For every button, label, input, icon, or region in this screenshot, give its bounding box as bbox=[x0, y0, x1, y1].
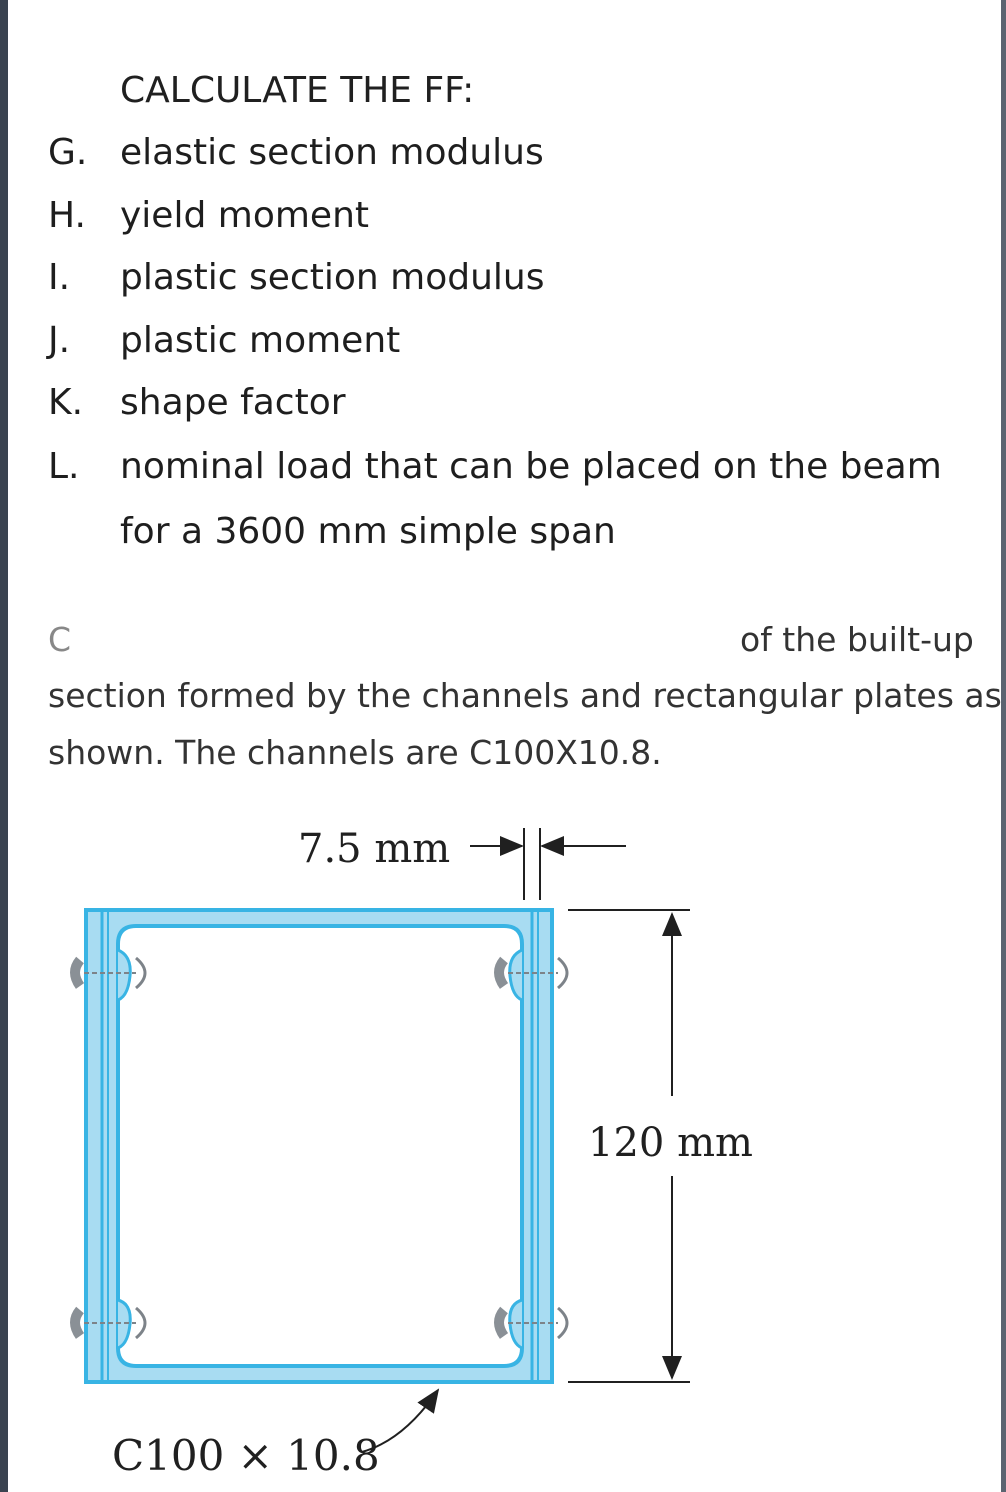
task-item-h bbox=[48, 195, 369, 236]
plate-thickness-label: 7.5 mm bbox=[298, 826, 451, 872]
item-letter: K. bbox=[48, 382, 84, 423]
task-item-l-continuation: for a 3600 mm simple span bbox=[120, 511, 616, 552]
built-up-section-diagram bbox=[8, 800, 1001, 1492]
task-item-g bbox=[48, 132, 544, 173]
problem-text-fragment-left: C bbox=[48, 620, 72, 659]
item-letter: I. bbox=[48, 257, 71, 298]
window-frame-right bbox=[1001, 0, 1006, 1492]
window-frame-left bbox=[0, 0, 8, 1492]
inner-opening bbox=[118, 926, 522, 1366]
instruction-heading: CALCULATE THE FF: bbox=[120, 70, 475, 111]
item-text: nominal load that can be placed on the beam bbox=[120, 446, 942, 487]
item-text: plastic moment bbox=[120, 320, 401, 361]
task-item-k bbox=[48, 382, 346, 423]
item-text: elastic section modulus bbox=[120, 132, 544, 173]
item-text: plastic section modulus bbox=[120, 257, 545, 298]
channel-label: C100 × 10.8 bbox=[112, 1431, 380, 1480]
problem-text-line: section formed by the channels and rectangular plates as bbox=[48, 676, 1002, 715]
item-text: shape factor bbox=[120, 382, 346, 423]
problem-page bbox=[8, 0, 1001, 1492]
item-letter: G. bbox=[48, 132, 88, 173]
item-text: yield moment bbox=[120, 195, 369, 236]
problem-text-line: shown. The channels are C100X10.8. bbox=[48, 733, 662, 772]
task-item-i bbox=[48, 257, 544, 298]
height-label: 120 mm bbox=[588, 1120, 753, 1166]
task-item-j bbox=[48, 320, 400, 361]
task-item-l bbox=[48, 446, 942, 487]
problem-text-fragment-right: of the built-up bbox=[740, 620, 974, 659]
item-letter: H. bbox=[48, 195, 86, 236]
item-letter: J. bbox=[48, 320, 71, 361]
item-letter: L. bbox=[48, 446, 80, 487]
